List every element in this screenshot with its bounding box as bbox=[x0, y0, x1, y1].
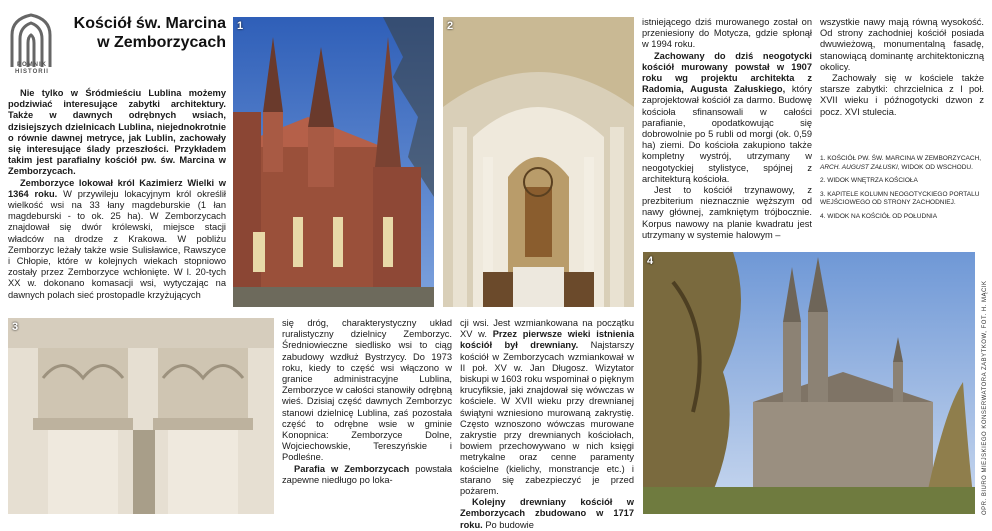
text-column-3 bbox=[460, 318, 634, 531]
photo-number: 1 bbox=[237, 20, 244, 32]
paragraph: cji wsi. Jest wzmiankowana na początku XV w. Przez pierwsze wieki istnienia kościół był drewniany. Najstarszy kościół w Zemborzycach wzmiankował w II poł. XV w. Jan Długosz. Wizytator biskupi w 1603 roku wspominał o pięknym krucyfiksie, jaki znajdował się wówczas w kościele. W XVII wieku przy drewnianej świątyni wzniesiono murowaną zakrystię. Często wznoszono wówczas murowane zakrystie przy drewnianych kościołach, bowiem przechowywano w nich księgi metrykalne oraz cenne paramenty kościelne (kielichy, monstrancje etc.) i starano się zabezpieczyć je przed pożarem. bbox=[460, 318, 634, 497]
text-column-5 bbox=[820, 17, 984, 118]
caption-3: 3. KAPITELE KOLUMN NEOGOTYCKIEGO PORTALU WEJŚCIOWEGO OD STRONY ZACHODNIEJ. bbox=[820, 190, 980, 206]
photo-number: 3 bbox=[12, 321, 19, 333]
text-column-1 bbox=[8, 88, 226, 301]
photo-column-capitals bbox=[8, 318, 274, 514]
photo-number: 2 bbox=[447, 20, 454, 32]
text-column-2 bbox=[282, 318, 452, 486]
photo-number: 4 bbox=[647, 255, 654, 267]
paragraph: istniejącego dziś murowanego został on przeniesiony do Motycza, gdzie spłonął w 1994 roku. bbox=[642, 17, 812, 50]
logo-text: POMNIK HISTORII bbox=[15, 62, 49, 75]
photo-church-interior bbox=[443, 17, 634, 307]
photo-church-east bbox=[233, 17, 434, 307]
paragraph: Kolejny drewniany kościół w Zemborzycach zbudowano w 1717 roku. Po budowie bbox=[460, 497, 634, 530]
photo-church-south bbox=[643, 252, 975, 514]
article-title: Kościół św. Marcina w Zemborzycach bbox=[73, 15, 226, 51]
paragraph: wszystkie nawy mają równą wysokość. Od strony zachodniej kościół posiada dwuwieżową, monumentalną fasadę, stanowiącą dominantę architektoniczną okolicy. bbox=[820, 17, 984, 72]
paragraph: Zachowany do dziś neogotycki kościół murowany powstał w 1907 roku wg projektu architekta z Radomia, Augusta Załuskiego, który zaprojektował kościół za darmo. Budowę kościoła sfinansowali w całości parafianie, opodatkowując się dobrowolnie po 5 rubli od morgi (ok. 0,59 ha) ziemi. Do kościoła zakupiono także kompletny wystrój, utrzymany w neogotyckiej stylistyce, spójnej z architekturą kościoła. bbox=[642, 50, 813, 184]
caption-2: 2. WIDOK WNĘTRZA KOŚCIOŁA bbox=[820, 177, 918, 184]
intro-paragraph: Nie tylko w Śródmieściu Lublina możemy podziwiać interesujące zabytki architektury. Także w dawnych odrębnych wsiach, dzisiejszych dzielnicach Lublina, niejednokrotnie o równie dawnej metryce, jak Lublin, zachowały się interesujące ślady przeszłości. Przykładem takim jest parafialny kościół pw. św. Marcina w Zemborzycach. bbox=[8, 88, 226, 177]
text-column-4 bbox=[642, 17, 812, 241]
paragraph: się dróg, charakterystyczny układ ruralistyczny dzielnicy Zemborzyc. Średniowieczne siedlisko wsi to ciąg zabudowy wzdłuż Bystrzycy. Do 1973 roku, kiedy to część wsi włączono w granice administracyjne Lublina, Zemborzyce w całości stanowiły odrębną wieś. Dzisiaj część dawnych Zemborzyc stanowi dzielnicę Lublina, zaś pozostała część to odrębne wsie w gminie Konopnica: Zemborzyce Dolne, Wojciechowskie, Tereszyńskie i Podleśne. bbox=[282, 318, 452, 463]
paragraph: Parafia w Zemborzycach powstała zapewne niedługo po loka- bbox=[282, 463, 452, 485]
caption-4: 4. WIDOK NA KOŚCIÓŁ OD POŁUDNIA bbox=[820, 212, 938, 220]
paragraph: Zachowały się w kościele także starsze zabytki: chrzcielnica z I poł. XVII wieku i późnogotycki dzwon z pocz. XVI stulecia. bbox=[820, 73, 984, 117]
photo-captions bbox=[820, 155, 984, 226]
caption-1: 1. KOŚCIÓŁ PW. ŚW. MARCINA W ZEMBORZYCACH, ARCH. AUGUST ZAŁUSKI, WIDOK OD WSCHODU. bbox=[820, 155, 982, 171]
photo-credit: OPR. BIURO MIEJSKIEGO KONSERWATORA ZABYTKÓW, FOT. H. MĄCIK bbox=[982, 280, 988, 515]
paragraph: Zemborzyce lokował król Kazimierz Wielki w 1364 roku. W przywileju lokacyjnym król określił wielkość wsi na 33 łany magdeburskie (1 łan magdeburski - to ok. 25 ha). W Zemborzycach znajdował się dwór królewski, miejsce stacji władców na drodze z Krakowa. W pobliżu Zemborzyc leżały także wsie Sulisławice, Rawszyce i Chłopie, które w kolejnych wiekach stopniowo zostały przez Zemborzyce wchłonięte. W l. 20-tych XX w. dokonano komasacji wsi, wytyczając na dawnych polach sieć prostopadle krzyżujących bbox=[8, 177, 226, 300]
paragraph: Jest to kościół trzynawowy, z prezbiterium nieznacznie węższym od nawy głównej, zamkniętym trójbocznie. Korpus nawowy na planie kwadratu jest utrzymany w systemie halowym – bbox=[642, 185, 812, 240]
